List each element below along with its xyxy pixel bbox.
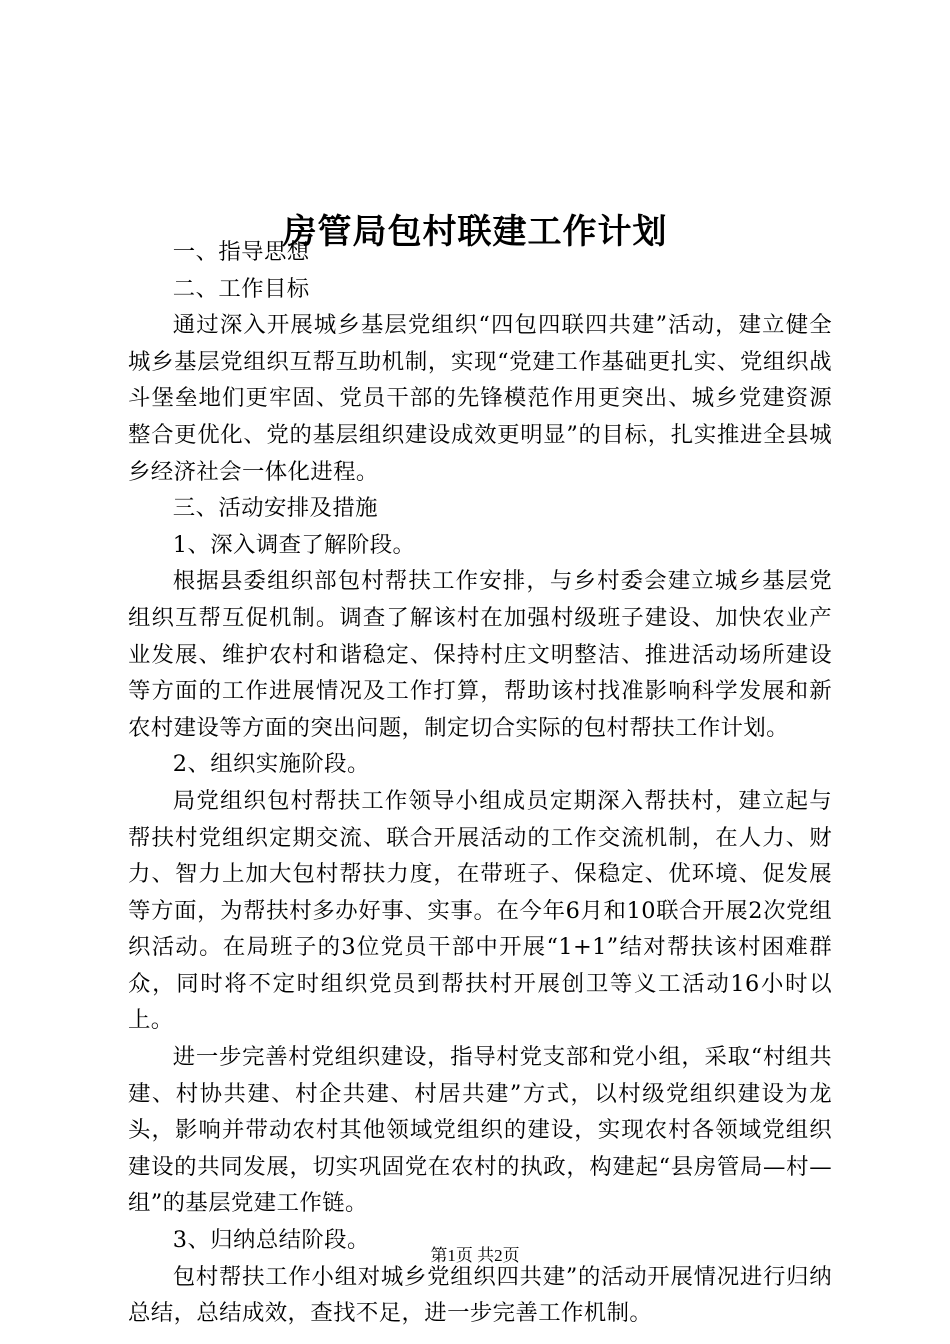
paragraph-implementation: 局党组织包村帮扶工作领导小组成员定期深入帮扶村，建立起与帮扶村党组织定期交流、联合开展活动的工作交流机制，在人力、财力、智力上加大包村帮扶力度，在带班子、保稳定、优环境、促发展等方面，为帮扶村多办好事、实事。在今年6月和10联合开展2次党组织活动。在局班子的3位党员干部中开展“1+1”结对帮扶该村困难群众，同时将不定时组织党员到帮扶村开展创卫等义工活动16小时以上。 (128, 787, 832, 1034)
paragraph-investigation: 根据县委组织部包村帮扶工作安排，与乡村委会建立城乡基层党组织互帮互促机制。调查了解该村在加强村级班子建设、加快农业产业发展、维护农村和谐稳定、保持村庄文明整洁、推进活动场所建设等方面的工作进展情况及工作打算，帮助该村找准影响科学发展和新农村建设等方面的突出问题，制定切合实际的包村帮扶工作计划。 (128, 568, 832, 741)
subheading-summary-stage: 3、归纳总结阶段。 (172, 1227, 370, 1254)
document-body (128, 234, 832, 1332)
paragraph-party-building: 进一步完善村党组织建设，指导村党支部和党小组，采取“村组共建、村协共建、村企共建、村居共建”方式，以村级党组织建设为龙头，影响并带动农村其他领域党组织的建设，实现农村各领域党组织建设的共同发展，切实巩固党在农村的执政，构建起“县房管局—村—组”的基层党建工作链。 (128, 1044, 832, 1217)
page-footer: 第1页 共2页 (430, 1246, 520, 1265)
subheading-investigation-stage: 1、深入调查了解阶段。 (172, 531, 416, 558)
heading-work-goals: 二、工作目标 (172, 275, 310, 302)
document-title: 房管局包村联建工作计划 (282, 211, 668, 252)
heading-activity-arrangement: 三、活动安排及措施 (172, 495, 378, 522)
paragraph-goals: 通过深入开展城乡基层党组织“四包四联四共建”活动，建立健全城乡基层党组织互帮互助机制，实现“党建工作基础更扎实、党组织战斗堡垒地们更牢固、党员干部的先锋模范作用更突出、城乡党建资源整合更优化、党的基层组织建设成效更明显”的目标，扎实推进全县城乡经济社会一体化进程。 (128, 312, 832, 485)
heading-guiding-ideology: 一、指导思想 (172, 239, 310, 265)
subheading-implementation-stage: 2、组织实施阶段。 (172, 751, 370, 778)
paragraph-summary: 包村帮扶工作小组对城乡党组织四共建”的活动开展情况进行归纳总结，总结成效，查找不足，进一步完善工作机制。 (128, 1263, 832, 1327)
